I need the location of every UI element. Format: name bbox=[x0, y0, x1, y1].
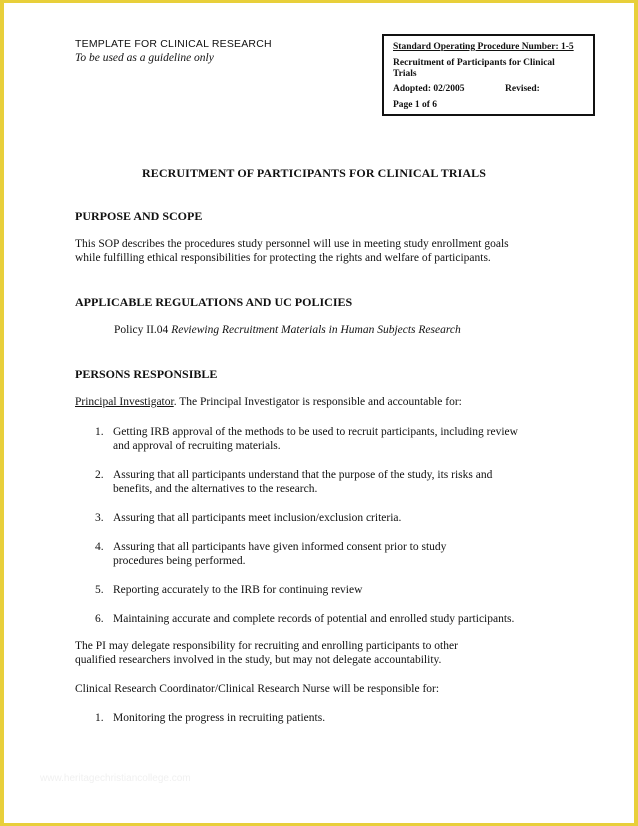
delegate-line-1: The PI may delegate responsibility for recruiting and enrolling participants to other bbox=[75, 640, 458, 652]
delegate-line-2: qualified researchers involved in the study, but may not delegate accountability. bbox=[75, 654, 442, 666]
sop-adopted: Adopted: 02/2005 bbox=[393, 84, 465, 94]
policy-title: Reviewing Recruitment Materials in Human Subjects Research bbox=[171, 324, 461, 336]
pi-intro-text: . The Principal Investigator is responsible and accountable for: bbox=[173, 396, 462, 408]
document-title: RECRUITMENT OF PARTICIPANTS FOR CLINICAL TRIALS bbox=[142, 166, 486, 180]
pi-label: Principal Investigator bbox=[75, 396, 174, 408]
sop-number: Standard Operating Procedure Number: 1-5 bbox=[393, 42, 574, 52]
sop-dates bbox=[393, 84, 587, 95]
sop-title-line1: Recruitment of Participants for Clinical bbox=[393, 58, 555, 68]
sop-revised: Revised: bbox=[505, 84, 540, 94]
sop-info-box bbox=[382, 34, 595, 116]
document-page: TEMPLATE FOR CLINICAL RESEARCH To be used as a guideline only Standard Operating Procedure Number: 1-5 Recruitment of Participants for Clinical Trials Adopted: 02/2005 Revised: Page 1 of 6 RECRUITMENT OF PARTICIPANTS FOR CLINICAL TRIALS PURPOSE AND SCOPE This SOP describes the procedures study personnel will use in meeting study enrollment goals while fulfilling ethical responsibilities for protecting the rights and welfare of participants. APPLICABLE REGULATIONS AND UC POLICIES Policy II.04 Reviewing Recruitment Materials in Human Subjects Research PERSONS RESPONSIBLE Principal Investigator. The Principal Investigator is responsible and accountable for: 1. Getting IRB approval of the methods to be used to recruit participants, including review and approval of recruiting materials. 2. Assuring that all participants understand that the purpose of the study, its risks and benefits, and the alternatives to the research. 3. Assuring that all participants meet inclusion/exclusion criteria. 4. Assuring that all participants have given informed consent prior to study procedures being performed. 5. Reporting accurately to the IRB for continuing review 6. Maintaining accurate and complete records of potential and enrolled study participants. The PI may delegate responsibility for recruiting and enrolling participants to other qualified researchers involved in the study, but may not delegate accountability. Clinical Research Coordinator/Clinical Research Nurse will be responsible for: 1. Monitoring the progress in recruiting patients. www.heritagechristiancollege.com bbox=[4, 3, 634, 823]
purpose-heading: PURPOSE AND SCOPE bbox=[75, 209, 203, 223]
template-line: TEMPLATE FOR CLINICAL RESEARCH bbox=[75, 38, 272, 50]
crc-intro: Clinical Research Coordinator/Clinical Research Nurse will be responsible for: bbox=[75, 683, 440, 695]
regulations-heading: APPLICABLE REGULATIONS AND UC POLICIES bbox=[75, 295, 353, 309]
persons-heading: PERSONS RESPONSIBLE bbox=[75, 367, 218, 381]
pi-intro bbox=[75, 396, 462, 408]
template-header bbox=[75, 37, 272, 65]
sop-title bbox=[393, 58, 587, 80]
sop-page: Page 1 of 6 bbox=[393, 100, 438, 110]
watermark: www.heritagechristiancollege.com bbox=[40, 773, 191, 784]
policy-prefix: Policy II.04 bbox=[114, 324, 169, 336]
purpose-line-1: This SOP describes the procedures study personnel will use in meeting study enrollment goals bbox=[75, 238, 509, 250]
sop-title-line2: Trials bbox=[393, 69, 417, 79]
purpose-line-2: while fulfilling ethical responsibilities for protecting the rights and welfare of participants. bbox=[75, 252, 491, 264]
policy-line bbox=[114, 324, 461, 336]
guideline-line: To be used as a guideline only bbox=[75, 52, 214, 64]
